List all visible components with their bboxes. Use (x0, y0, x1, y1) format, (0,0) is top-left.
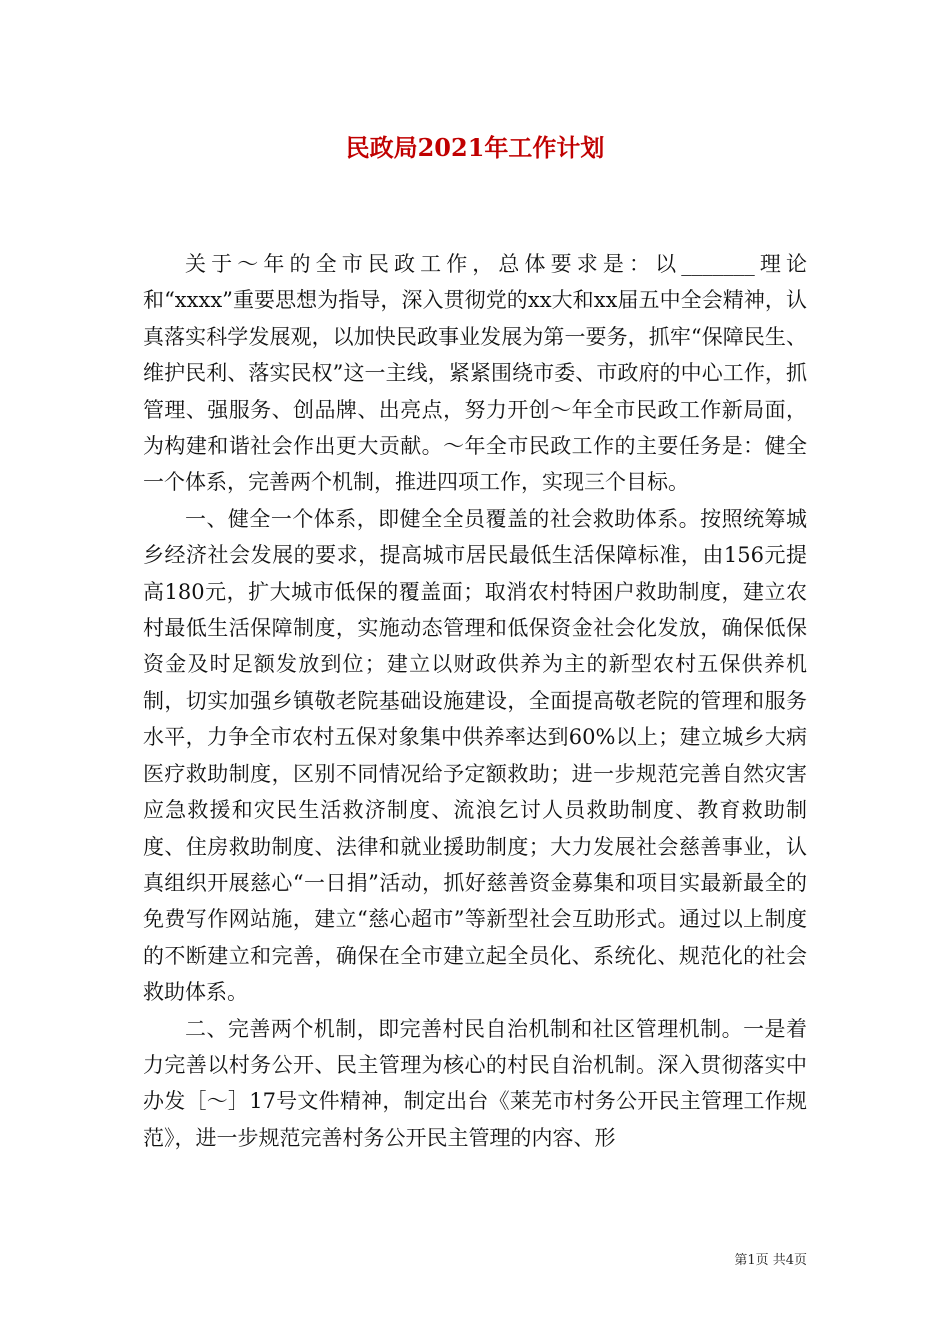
document-title: 民政局2021年工作计划 (345, 133, 605, 162)
paragraph-intro: 关于～年的全市民政工作，总体要求是：以_______理论和“xxxx”重要思想为指导，深入贯彻党的xx大和xx届五中全会精神，认真落实科学发展观，以加快民政事业发展为第一要务，抓牢“保障民生、维护民利、落实民权”这一主线，紧紧围绕市委、市政府的中心工作，抓管理、强服务、创品牌、出亮点，努力开创～年全市民政工作新局面，为构建和谐社会作出更大贡献。～年全市民政工作的主要任务是：健全一个体系，完善两个机制，推进四项工作，实现三个目标。 (143, 252, 807, 495)
document-body (143, 246, 807, 1156)
page-number-footer: 第1页 共4页 (734, 1253, 807, 1268)
paragraph-section-one: 一、健全一个体系，即健全全员覆盖的社会救助体系。按照统筹城乡经济社会发展的要求，提高城市居民最低生活保障标准，由156元提高180元，扩大城市低保的覆盖面；取消农村特困户救助制度，建立农村最低生活保障制度，实施动态管理和低保资金社会化发放，确保低保资金及时足额发放到位；建立以财政供养为主的新型农村五保供养机制，切实加强乡镇敬老院基础设施建设，全面提高敬老院的管理和服务水平，力争全市农村五保对象集中供养率达到60%以上；建立城乡大病医疗救助制度，区别不同情况给予定额救助；进一步规范完善自然灾害应急救援和灾民生活救济制度、流浪乞讨人员救助制度、教育救助制度、住房救助制度、法律和就业援助制度；大力发展社会慈善事业，认真组织开展慈心“一日捐”活动，抓好慈善资金募集和项目实最新最全的免费写作网站施，建立“慈心超市”等新型社会互助形式。通过以上制度的不断建立和完善，确保在全市建立起全员化、系统化、规范化的社会救助体系。 (143, 506, 807, 1005)
paragraph-section-two: 二、完善两个机制，即完善村民自治机制和社区管理机制。一是着力完善以村务公开、民主管理为核心的村民自治机制。深入贯彻落实中办发［～］17号文件精神，制定出台《莱芜市村务公开民主管理工作规范》，进一步规范完善村务公开民主管理的内容、形 (143, 1016, 807, 1150)
